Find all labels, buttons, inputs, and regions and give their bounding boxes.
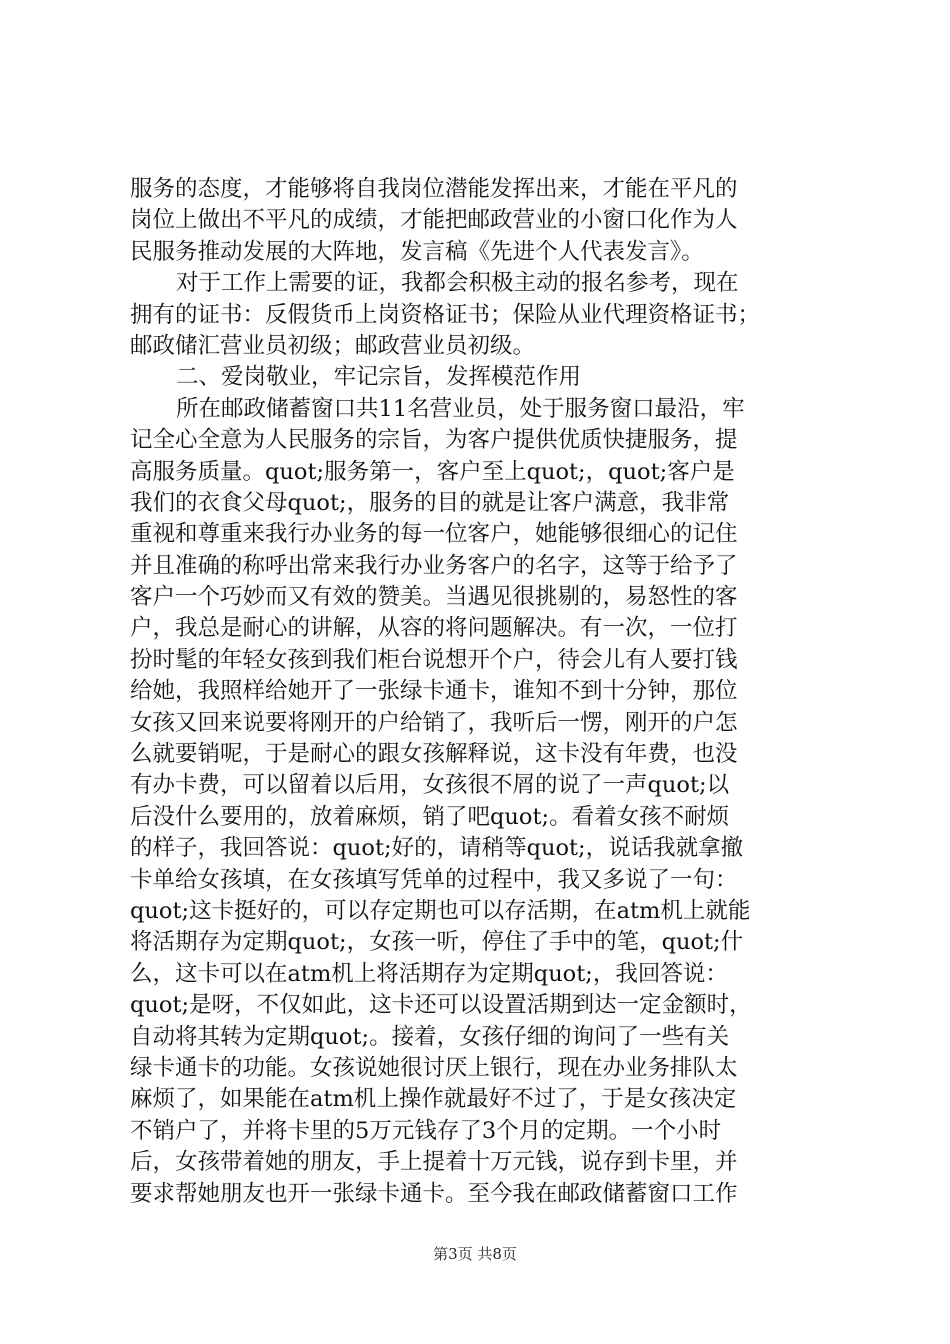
- text-line: 麻烦了，如果能在atm机上操作就最好不过了，于是女孩决定: [130, 1086, 737, 1113]
- text-line: 对于工作上需要的证，我都会积极主动的报名参考，现在: [176, 270, 739, 297]
- text-line: quot;这卡挺好的，可以存定期也可以存活期，在atm机上就能: [130, 897, 751, 924]
- page-number-footer: 第3页 共8页: [433, 1245, 517, 1263]
- text-line: quot;是呀，不仅如此，这卡还可以设置活期到达一定金额时，: [130, 992, 752, 1019]
- text-line: 户，我总是耐心的讲解，从容的将问题解决。有一次，一位打: [130, 615, 738, 642]
- text-line: 有办卡费，可以留着以后用，女孩很不屑的说了一声quot;以: [130, 772, 730, 799]
- text-line: 重视和尊重来我行办业务的每一位客户，她能够很细心的记住: [130, 521, 738, 548]
- text-line: 不销户了，并将卡里的5万元钱存了3个月的定期。一个小时: [130, 1117, 722, 1144]
- text-line: 后，女孩带着她的朋友，手上提着十万元钱，说存到卡里，并: [130, 1149, 738, 1176]
- text-line: 的样子，我回答说：quot;好的，请稍等quot;，说话我就拿撤: [130, 835, 744, 862]
- text-line: 记全心全意为人民服务的宗旨，为客户提供优质快捷服务，提: [130, 427, 738, 454]
- text-line: 我们的衣食父母quot;，服务的目的就是让客户满意，我非常: [130, 489, 730, 516]
- text-line: 女孩又回来说要将刚开的户给销了，我听后一愣，刚开的户怎: [130, 709, 738, 736]
- text-line: 岗位上做出不平凡的成绩，才能把邮政营业的小窗口化作为人: [130, 207, 738, 234]
- text-line: 么就要销呢，于是耐心的跟女孩解释说，这卡没有年费，也没: [130, 741, 738, 768]
- text-line: 绿卡通卡的功能。女孩说她很讨厌上银行，现在办业务排队太: [130, 1054, 738, 1081]
- text-line: 拥有的证书：反假货币上岗资格证书；保险从业代理资格证书；: [130, 301, 761, 328]
- text-line: 自动将其转为定期quot;。接着，女孩仔细的询问了一些有关: [130, 1023, 730, 1050]
- text-line: 给她，我照样给她开了一张绿卡通卡，谁知不到十分钟，那位: [130, 678, 738, 705]
- text-line: 服务的态度，才能够将自我岗位潜能发挥出来，才能在平凡的: [130, 176, 738, 202]
- document-body: [130, 174, 830, 1210]
- text-line: 并且准确的称呼出常来我行办业务客户的名字，这等于给予了: [130, 552, 738, 579]
- text-line: 扮时髦的年轻女孩到我们柜台说想开个户，待会儿有人要打钱: [130, 646, 738, 673]
- text-line: 将活期存为定期quot;，女孩一听，停住了手中的笔，quot;什: [130, 929, 744, 956]
- section-heading: 二、爱岗敬业，牢记宗旨，发挥模范作用: [176, 364, 582, 391]
- text-line: 民服务推动发展的大阵地，发言稿《先进个人代表发言》。: [130, 238, 704, 265]
- text-line: 客户一个巧妙而又有效的赞美。当遇见很挑剔的，易怒性的客: [130, 584, 738, 611]
- text-line: 所在邮政储蓄窗口共11名营业员，处于服务窗口最沿，牢: [176, 395, 745, 422]
- text-line: 高服务质量。quot;服务第一，客户至上quot;，quot;客户是: [130, 458, 735, 485]
- text-line: 要求帮她朋友也开一张绿卡通卡。至今我在邮政储蓄窗口工作: [130, 1180, 738, 1207]
- text-line: 卡单给女孩填，在女孩填写凭单的过程中，我又多说了一句：: [130, 866, 738, 893]
- text-line: 邮政储汇营业员初级；邮政营业员初级。: [130, 332, 536, 359]
- text-line: 么，这卡可以在atm机上将活期存为定期quot;，我回答说：: [130, 960, 728, 987]
- text-line: 后没什么要用的，放着麻烦，销了吧quot;。看着女孩不耐烦: [130, 803, 730, 830]
